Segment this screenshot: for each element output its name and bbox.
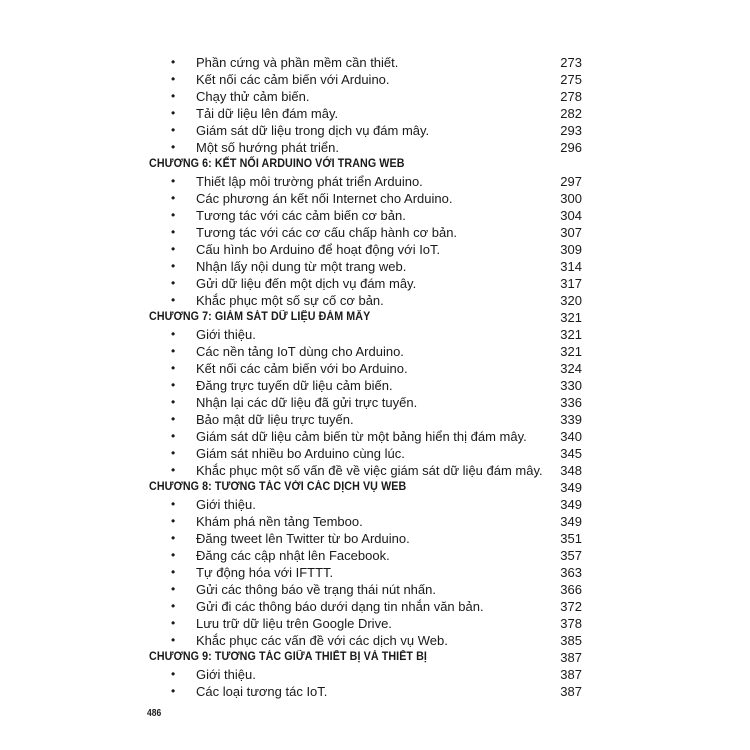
entry-title: Các nền tảng IoT dùng cho Arduino. xyxy=(196,344,404,359)
entry-title: Giám sát nhiều bo Arduino cùng lúc. xyxy=(196,446,405,461)
toc-entry xyxy=(0,632,750,649)
bullet-icon: • xyxy=(171,378,176,392)
entry-title: Đăng tweet lên Twitter từ bo Arduino. xyxy=(196,531,410,546)
entry-title: Giới thiệu. xyxy=(196,497,256,512)
toc-entry xyxy=(0,445,750,462)
page-number: 349 xyxy=(560,480,582,495)
toc-entry xyxy=(0,207,750,224)
page-number: 349 xyxy=(560,497,582,512)
bullet-icon: • xyxy=(171,599,176,613)
bullet-icon: • xyxy=(171,565,176,579)
entry-title: Đăng các cập nhật lên Facebook. xyxy=(196,548,390,563)
entry-title: Gửi dữ liệu đến một dịch vụ đám mây. xyxy=(196,276,417,291)
entry-title: Các loại tương tác IoT. xyxy=(196,684,328,699)
page-number: 297 xyxy=(560,174,582,189)
toc-entry xyxy=(0,513,750,530)
toc-chapter-heading xyxy=(0,309,750,326)
toc-entry xyxy=(0,377,750,394)
toc-entry xyxy=(0,683,750,700)
toc-entry xyxy=(0,564,750,581)
page-number: 296 xyxy=(560,140,582,155)
bullet-icon: • xyxy=(171,667,176,681)
bullet-icon: • xyxy=(171,55,176,69)
entry-title: Giám sát dữ liệu cảm biến từ một bảng hiển thị đám mây. xyxy=(196,429,527,444)
bullet-icon: • xyxy=(171,208,176,222)
page-number: 317 xyxy=(560,276,582,291)
table-of-contents xyxy=(0,54,750,700)
page-number: 309 xyxy=(560,242,582,257)
page-number: 357 xyxy=(560,548,582,563)
entry-title: Khám phá nền tảng Temboo. xyxy=(196,514,363,529)
page-number: 336 xyxy=(560,395,582,410)
entry-title: Tự động hóa với IFTTT. xyxy=(196,565,334,580)
toc-entry xyxy=(0,462,750,479)
toc-entry xyxy=(0,598,750,615)
toc-entry xyxy=(0,411,750,428)
toc-entry xyxy=(0,122,750,139)
entry-title: Cấu hình bo Arduino để hoạt động với IoT. xyxy=(196,242,441,257)
entry-title: Giới thiệu. xyxy=(196,667,256,682)
bullet-icon: • xyxy=(171,514,176,528)
bullet-icon: • xyxy=(171,412,176,426)
entry-title: Kết nối các cảm biến với Arduino. xyxy=(196,72,390,87)
entry-title: Tương tác với các cơ cấu chấp hành cơ bản. xyxy=(196,225,458,240)
bullet-icon: • xyxy=(171,531,176,545)
page-number: 363 xyxy=(560,565,582,580)
bullet-icon: • xyxy=(171,582,176,596)
toc-entry xyxy=(0,88,750,105)
toc-entry xyxy=(0,173,750,190)
toc-entry xyxy=(0,360,750,377)
toc-entry xyxy=(0,292,750,309)
bullet-icon: • xyxy=(171,225,176,239)
bullet-icon: • xyxy=(171,497,176,511)
page-number: 273 xyxy=(560,55,582,70)
toc-entry xyxy=(0,615,750,632)
entry-title: Kết nối các cảm biến với bo Arduino. xyxy=(196,361,408,376)
bullet-icon: • xyxy=(171,89,176,103)
toc-entry xyxy=(0,275,750,292)
chapter-title: CHƯƠNG 7: GIÁM SÁT DỮ LIỆU ĐÁM MÂY xyxy=(149,311,371,323)
bullet-icon: • xyxy=(171,123,176,137)
entry-title: Khắc phục các vấn đề với các dịch vụ Web. xyxy=(196,633,448,648)
page-number: 282 xyxy=(560,106,582,121)
bullet-icon: • xyxy=(171,276,176,290)
entry-title: Lưu trữ dữ liệu trên Google Drive. xyxy=(196,616,392,631)
toc-entry xyxy=(0,326,750,343)
chapter-title: CHƯƠNG 6: KẾT NỐI ARDUINO VỚI TRANG WEB xyxy=(149,158,405,170)
page-number: 321 xyxy=(560,327,582,342)
page-number: 345 xyxy=(560,446,582,461)
bullet-icon: • xyxy=(171,463,176,477)
bullet-icon: • xyxy=(171,684,176,698)
toc-entry xyxy=(0,428,750,445)
toc-entry xyxy=(0,258,750,275)
toc-chapter-heading xyxy=(0,649,750,666)
bullet-icon: • xyxy=(171,361,176,375)
bullet-icon: • xyxy=(171,616,176,630)
entry-title: Một số hướng phát triển. xyxy=(196,140,339,155)
bullet-icon: • xyxy=(171,242,176,256)
page-number: 387 xyxy=(560,667,582,682)
toc-entry xyxy=(0,343,750,360)
entry-title: Các phương án kết nối Internet cho Arduino. xyxy=(196,191,453,206)
page-number: 314 xyxy=(560,259,582,274)
page-number: 321 xyxy=(560,344,582,359)
toc-entry xyxy=(0,139,750,156)
entry-title: Tải dữ liệu lên đám mây. xyxy=(196,106,339,121)
page-number: 321 xyxy=(560,310,582,325)
toc-entry xyxy=(0,666,750,683)
bullet-icon: • xyxy=(171,72,176,86)
entry-title: Phần cứng và phần mềm cần thiết. xyxy=(196,55,399,70)
bullet-icon: • xyxy=(171,429,176,443)
bullet-icon: • xyxy=(171,344,176,358)
entry-title: Thiết lập môi trường phát triển Arduino. xyxy=(196,174,423,189)
bullet-icon: • xyxy=(171,259,176,273)
entry-title: Nhận lấy nội dung từ một trang web. xyxy=(196,259,407,274)
bullet-icon: • xyxy=(171,395,176,409)
entry-title: Tương tác với các cảm biến cơ bản. xyxy=(196,208,406,223)
page-number: 275 xyxy=(560,72,582,87)
entry-title: Giới thiệu. xyxy=(196,327,256,342)
toc-chapter-heading xyxy=(0,156,750,173)
page-number: 387 xyxy=(560,684,582,699)
toc-entry xyxy=(0,190,750,207)
bullet-icon: • xyxy=(171,446,176,460)
entry-title: Giám sát dữ liệu trong dịch vụ đám mây. xyxy=(196,123,430,138)
entry-title: Nhận lại các dữ liệu đã gửi trực tuyến. xyxy=(196,395,418,410)
entry-title: Gửi các thông báo về trạng thái nút nhấn. xyxy=(196,582,436,597)
bullet-icon: • xyxy=(171,327,176,341)
page-number: 330 xyxy=(560,378,582,393)
bullet-icon: • xyxy=(171,174,176,188)
bullet-icon: • xyxy=(171,191,176,205)
page-number: 304 xyxy=(560,208,582,223)
page-number: 307 xyxy=(560,225,582,240)
entry-title: Gửi đi các thông báo dưới dạng tin nhắn văn bản. xyxy=(196,599,484,614)
toc-entry xyxy=(0,530,750,547)
toc-entry xyxy=(0,105,750,122)
toc-entry xyxy=(0,54,750,71)
page-number: 349 xyxy=(560,514,582,529)
toc-entry xyxy=(0,71,750,88)
bullet-icon: • xyxy=(171,140,176,154)
page-number: 351 xyxy=(560,531,582,546)
page-number: 385 xyxy=(560,633,582,648)
page-number: 387 xyxy=(560,650,582,665)
toc-entry xyxy=(0,496,750,513)
toc-chapter-heading xyxy=(0,479,750,496)
bullet-icon: • xyxy=(171,106,176,120)
page-number: 324 xyxy=(560,361,582,376)
page-number: 293 xyxy=(560,123,582,138)
toc-entry xyxy=(0,547,750,564)
entry-title: Bảo mật dữ liệu trực tuyến. xyxy=(196,412,354,427)
bullet-icon: • xyxy=(171,633,176,647)
toc-entry xyxy=(0,394,750,411)
page-number: 366 xyxy=(560,582,582,597)
chapter-title: CHƯƠNG 8: TƯƠNG TÁC VỚI CÁC DỊCH VỤ WEB xyxy=(149,481,407,493)
page-number: 372 xyxy=(560,599,582,614)
page-number: 348 xyxy=(560,463,582,478)
bullet-icon: • xyxy=(171,293,176,307)
chapter-title: CHƯƠNG 9: TƯƠNG TÁC GIỮA THIẾT BỊ VÀ THIẾT BỊ xyxy=(149,651,428,663)
toc-entry xyxy=(0,241,750,258)
page-number-footer: 486 xyxy=(147,708,162,719)
page-number: 320 xyxy=(560,293,582,308)
toc-entry xyxy=(0,224,750,241)
page-number: 278 xyxy=(560,89,582,104)
entry-title: Khắc phục một số vấn đề về việc giám sát dữ liệu đám mây. xyxy=(196,463,543,478)
page-number: 300 xyxy=(560,191,582,206)
entry-title: Đăng trực tuyến dữ liệu cảm biến. xyxy=(196,378,393,393)
page-number: 378 xyxy=(560,616,582,631)
page-number: 340 xyxy=(560,429,582,444)
page-number: 339 xyxy=(560,412,582,427)
entry-title: Chạy thử cảm biến. xyxy=(196,89,310,104)
toc-entry xyxy=(0,581,750,598)
bullet-icon: • xyxy=(171,548,176,562)
entry-title: Khắc phục một số sự cố cơ bản. xyxy=(196,293,384,308)
